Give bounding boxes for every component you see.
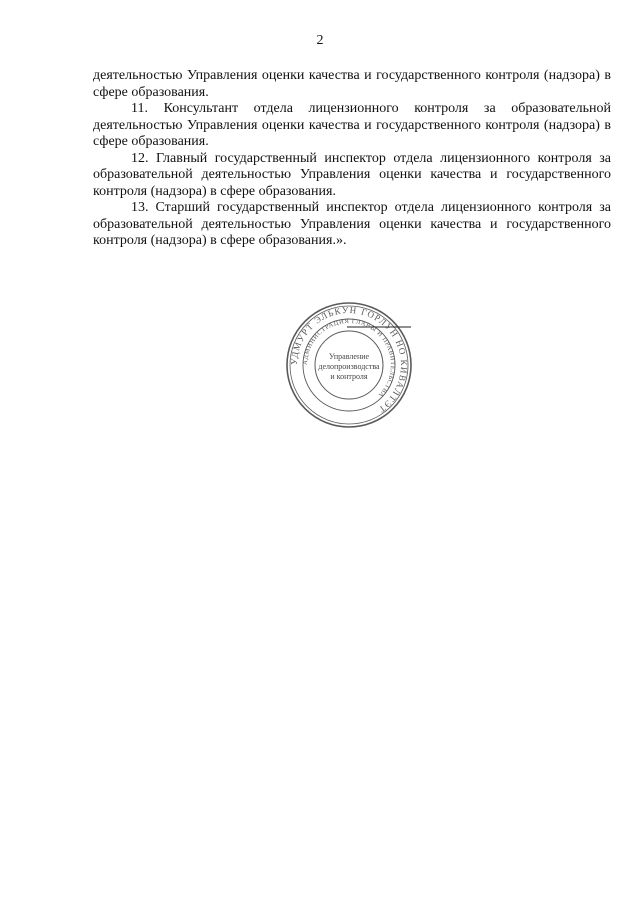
- stamp-outer-ring-text: УДМУРТ ЭЛЬКУН ГОРЛУН НО КИВАЛТЭТ: [288, 304, 410, 416]
- document-body: [93, 68, 611, 250]
- paragraph-item-12: 12. Главный государственный инспектор отдела лицензионного контроля за образовательной деятельностью Управления оценки качества и государственного контроля (надзора) в сфере образования.: [93, 150, 611, 199]
- stamp-center-line-2: делопроизводства: [318, 362, 380, 371]
- official-stamp: [283, 299, 415, 431]
- page-number: 2: [316, 33, 324, 48]
- stamp-inner-ring-text: АДМИНИСТРАЦИЯ ГЛАВЫ И ПРАВИТЕЛЬСТВА: [301, 317, 397, 399]
- paragraph-item-11: 11. Консультант отдела лицензионного контроля за образовательной деятельностью Управления оценки качества и государственного контроля (надзора) в сфере образования.: [93, 101, 611, 149]
- stamp-center-line-1: Управление: [328, 352, 370, 361]
- paragraph-continuation: деятельностью Управления оценки качества и государственного контроля (надзора) в сфере образования.: [93, 68, 611, 100]
- stamp-center-line-3: и контроля: [330, 372, 368, 381]
- paragraph-item-13: 13. Старший государственный инспектор отдела лицензионного контроля за образовательной деятельностью Управления оценки качества и государственного контроля (надзора) в сфере образования.».: [93, 200, 611, 248]
